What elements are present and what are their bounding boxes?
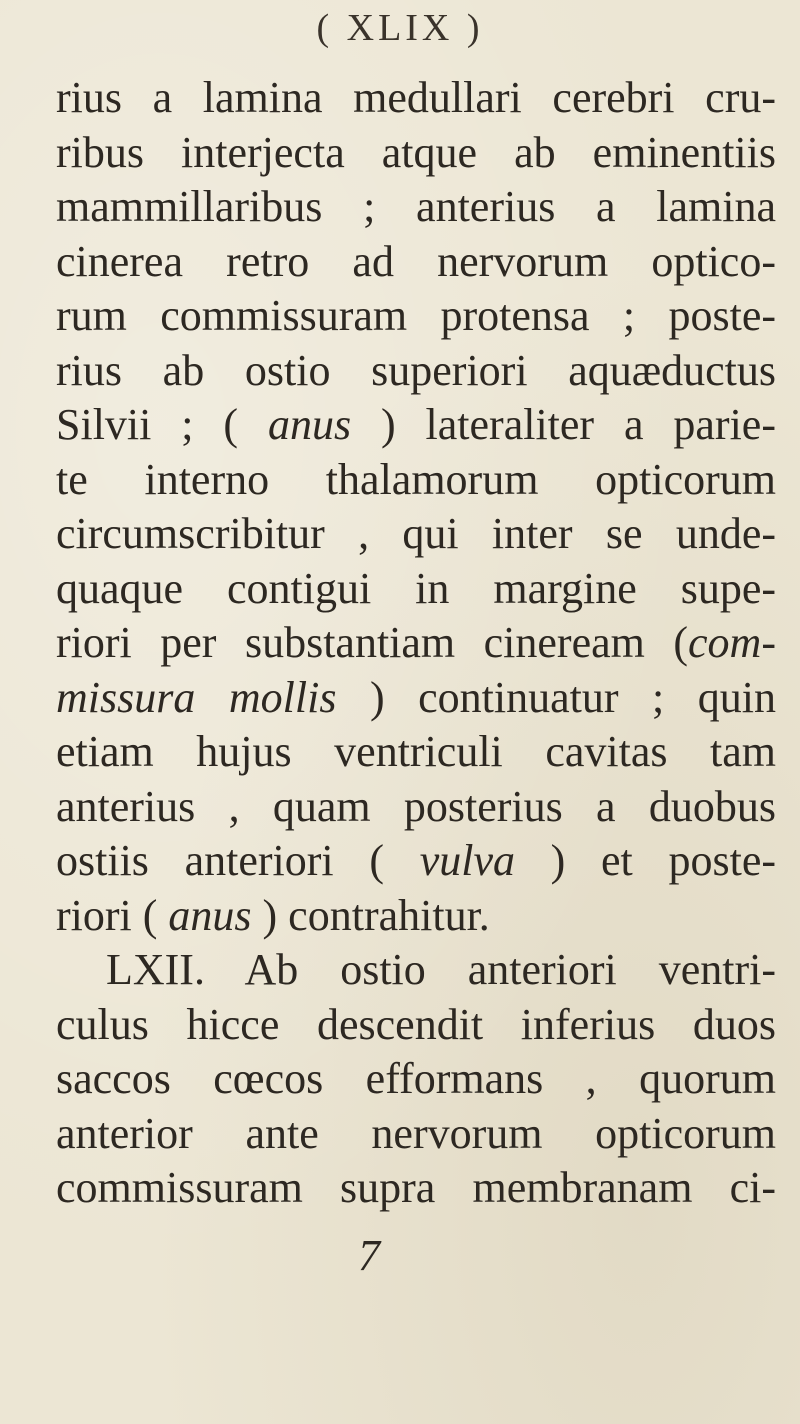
text-run: anterius , quam posterius a duobus xyxy=(56,781,776,831)
text-line xyxy=(56,395,776,455)
italic-term: vulva xyxy=(419,836,515,885)
text-run: ) et poste- xyxy=(514,836,776,885)
text-line xyxy=(56,123,776,183)
text-line xyxy=(56,995,776,1055)
text-line xyxy=(56,177,776,237)
text-line xyxy=(56,1158,776,1218)
text-run: saccos cœcos efformans , quorum xyxy=(56,1054,776,1103)
text-line xyxy=(56,1049,776,1109)
text-line xyxy=(56,777,776,837)
text-run: ) lateraliter a parie- xyxy=(351,400,776,449)
italic-term: com- xyxy=(688,618,776,667)
text-line xyxy=(56,504,776,564)
text-run: ribus interjecta atque ab eminentiis xyxy=(56,127,776,177)
text-line xyxy=(56,722,776,782)
italic-term: missura mollis xyxy=(56,672,337,722)
text-line xyxy=(56,559,776,619)
text-line xyxy=(56,232,776,292)
text-run: LXII. Ab ostio anteriori ventri- xyxy=(106,945,776,994)
text-run: rius a lamina medullari cerebri cru- xyxy=(56,73,776,122)
text-run: riori ( xyxy=(56,890,169,940)
text-line xyxy=(56,613,776,673)
text-run: rius ab ostio superiori aquæductus xyxy=(56,345,776,395)
text-run: circumscribitur , qui inter se unde- xyxy=(56,509,776,558)
text-line xyxy=(56,68,776,128)
text-run: mammillaribus ; anterius a lamina xyxy=(56,182,776,231)
text-run: cinerea retro ad nervorum optico- xyxy=(56,236,776,286)
text-line xyxy=(56,886,776,946)
text-run: Silvii ; ( xyxy=(56,400,268,449)
text-run: etiam hujus ventriculi cavitas tam xyxy=(56,727,776,776)
text-line xyxy=(106,940,776,1000)
text-run: culus hicce descendit inferius duos xyxy=(56,999,776,1049)
text-run: te interno thalamorum opticorum xyxy=(56,454,776,504)
page-header: ( XLIX ) xyxy=(316,7,484,49)
text-run: ostiis anteriori ( xyxy=(56,836,420,885)
text-line xyxy=(56,450,776,510)
text-run: ) continuatur ; quin xyxy=(336,672,776,722)
text-line xyxy=(56,668,776,728)
italic-term: anus xyxy=(168,890,252,940)
text-line xyxy=(56,341,776,401)
text-run: riori per substantiam cineream ( xyxy=(56,618,689,667)
text-run: commissuram supra membranam ci- xyxy=(56,1163,776,1212)
italic-term: anus xyxy=(267,400,352,449)
text-run: ) contrahitur. xyxy=(251,890,490,940)
signature-mark: 7 xyxy=(358,1231,380,1280)
text-line xyxy=(56,831,776,891)
text-run: rum commissuram protensa ; poste- xyxy=(56,291,776,340)
text-run: anterior ante nervorum opticorum xyxy=(56,1108,776,1158)
text-line xyxy=(56,1104,776,1164)
text-line xyxy=(56,286,776,346)
text-run: quaque contigui in margine supe- xyxy=(56,563,776,613)
